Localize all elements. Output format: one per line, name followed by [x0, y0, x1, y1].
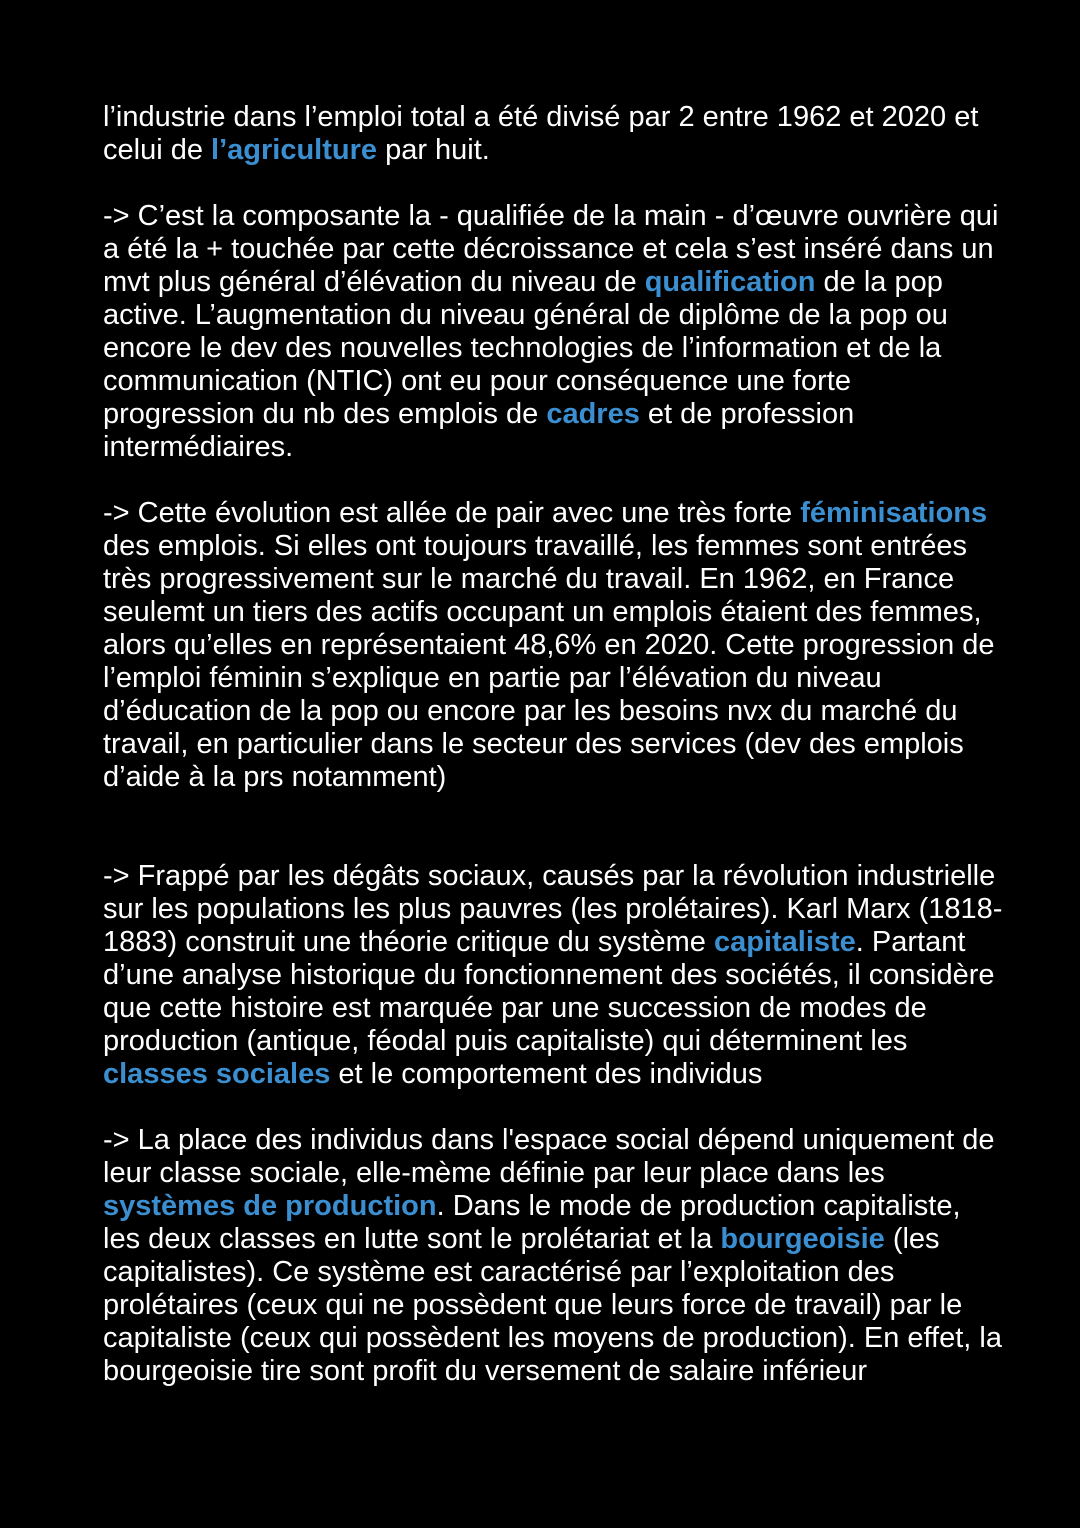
paragraph-text: et le comportement des individus — [330, 1058, 763, 1090]
paragraph-text: . Partant d’une analyse historique du fonctionnement des sociétés, il considère que cette histoire est marquée par une succession de modes de production (antique, féodal puis capitaliste) qui déterminent les — [103, 926, 995, 1057]
paragraph-feminisation — [103, 497, 1003, 794]
paragraph-text: . Dans le mode de production capitaliste, les deux classes en lutte sont le prolétariat et la — [103, 1190, 961, 1255]
keyword-capitaliste: capitaliste — [713, 926, 856, 958]
paragraph-text: (les capitalistes). Ce système est caractérisé par l’exploitation des prolétaires (ceux qui ne possèdent que leurs force de travail) par le capitaliste (ceux qui possèdent les moyens de production). En effet, la bourgeoisie tire sont profit du versement de salaire inférieur — [103, 1223, 1002, 1387]
keyword-bourgeoisie: bourgeoisie — [720, 1223, 885, 1255]
paragraph-spacer — [103, 464, 1003, 497]
keyword-cadres: cadres — [546, 398, 640, 430]
paragraph-text: -> Cette évolution est allée de pair avec une très forte — [103, 497, 801, 529]
paragraph-text: -> C’est la composante la - qualifiée de la main - d’œuvre ouvrière qui a été la + touchée par cette décroissance et cela s’est inséré dans un mvt plus général d’élévation du niveau de — [103, 200, 999, 298]
paragraph-marx — [103, 860, 1003, 1091]
paragraph-spacer — [103, 794, 1003, 860]
keyword-classes-sociales: classes sociales — [103, 1058, 331, 1090]
keyword-agriculture: l’agriculture — [211, 134, 378, 166]
paragraph-text: des emplois. Si elles ont toujours travaillé, les femmes sont entrées très progressivement sur le marché du travail. En 1962, en France seulemt un tiers des actifs occupant un emplois étaient des femmes, alors qu’elles en représentaient 48,6% en 2020. Cette progression de l’emploi féminin s’explique en partie par l’élévation du niveau d’éducation de la pop ou encore par les besoins nvx du marché du travail, en particulier dans le secteur des services (dev des emplois d’aide à la prs notamment) — [103, 530, 995, 793]
paragraph-text: et de profession intermédiaires. — [103, 398, 855, 463]
paragraph-text: -> La place des individus dans l'espace social dépend uniquement de leur classe sociale, elle-mème définie par leur place dans les — [103, 1124, 995, 1189]
paragraph-spacer — [103, 167, 1003, 200]
paragraph-text: de la pop active. L’augmentation du niveau général de diplôme de la pop ou encore le dev des nouvelles technologies de l’information et de la communication (NTIC) ont eu pour conséquence une forte progression du nb des emplois de — [103, 266, 948, 430]
paragraph-qualification — [103, 200, 1003, 464]
paragraph-spacer — [103, 1091, 1003, 1124]
paragraph-text: -> Frappé par les dégâts sociaux, causés par la révolution industrielle sur les populations les plus pauvres (les prolétaires). Karl Marx (1818-1883) construit une théorie critique du système — [103, 860, 1003, 958]
paragraph-text: l’industrie dans l’emploi total a été divisé par 2 entre 1962 et 2020 et celui de — [103, 101, 979, 166]
paragraph-text: par huit. — [377, 134, 490, 166]
keyword-feminisations: féminisations — [800, 497, 988, 529]
paragraph-industrie-agriculture — [103, 101, 1003, 167]
document-page — [103, 101, 1003, 1388]
keyword-systemes-de-production: systèmes de production — [103, 1190, 437, 1222]
keyword-qualification: qualification — [644, 266, 816, 298]
paragraph-espace-social — [103, 1124, 1003, 1388]
